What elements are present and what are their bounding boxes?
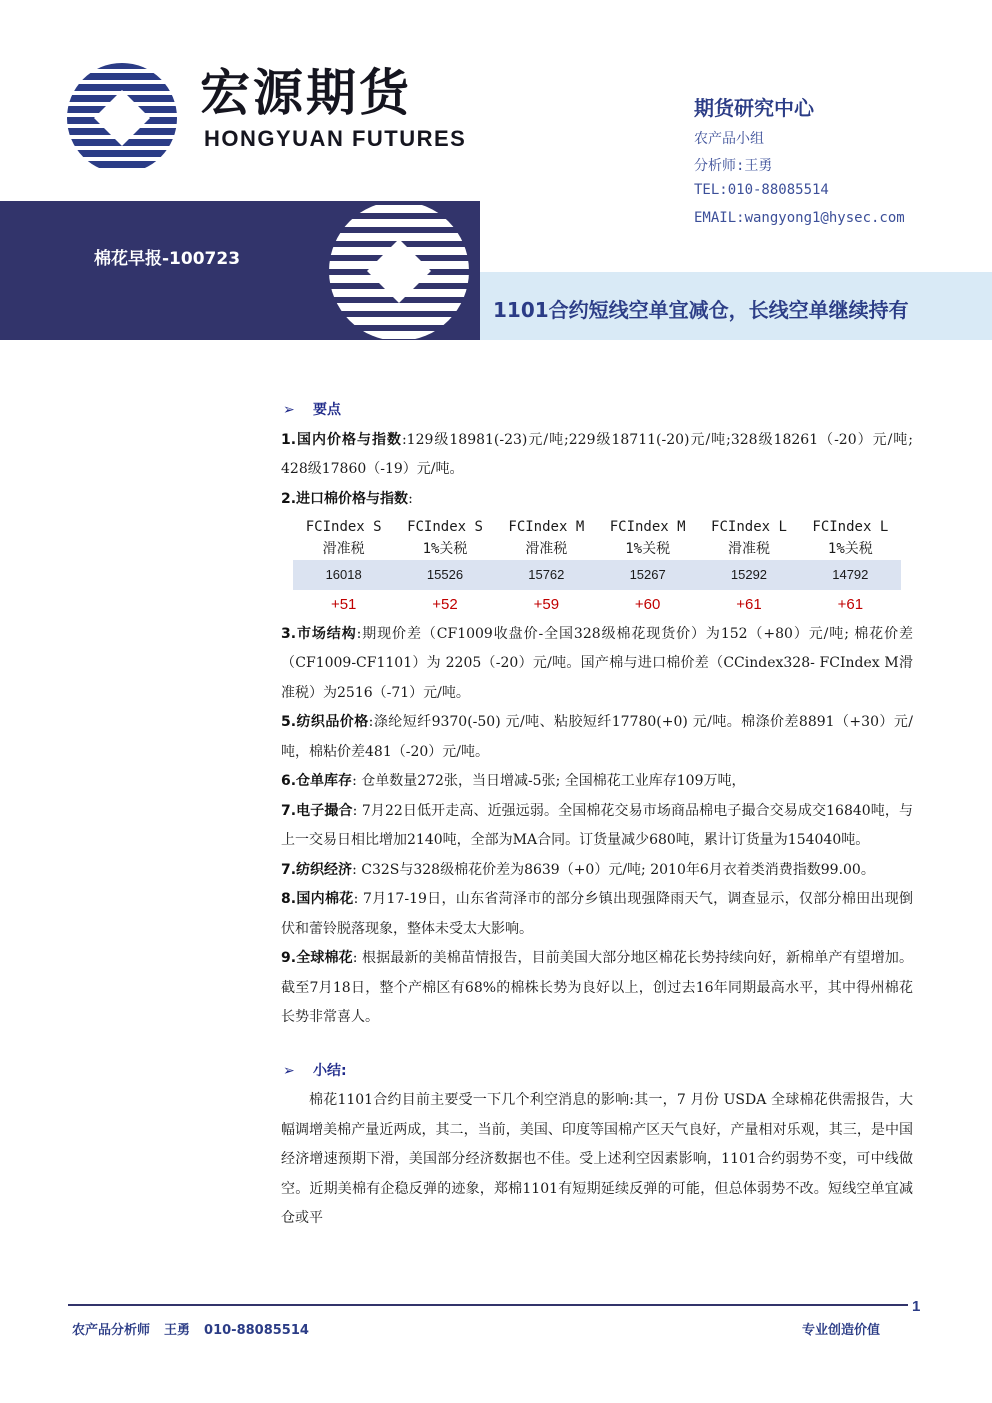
table-cell: 15762	[496, 560, 597, 590]
section-title: 小结:	[313, 1062, 347, 1079]
footer-phone: 010-88085514	[204, 1323, 309, 1338]
table-row-changes	[293, 590, 901, 620]
analyst-name: 分析师:王勇	[694, 158, 773, 174]
section-title: 要点	[313, 402, 341, 418]
table-header-cell: FCIndex L 滑准税	[711, 519, 787, 557]
company-name-en: HONGYUAN FUTURES	[204, 126, 467, 151]
arrow-icon: ➢	[283, 402, 295, 418]
research-center-title: 期货研究中心	[694, 96, 814, 120]
table-cell: +52	[432, 596, 458, 613]
point-market-structure: 3.市场结构:期现价差（CF1009收盘价-全国328级棉花现货价）为152（+80）元/吨; 棉花价差（CF1009-CF1101）为 2205（-20）元/吨。国产棉与进口棉价差（CCindex328- FCIndex M滑准税）为2516（-71）元/吨。	[281, 625, 913, 701]
table-cell: +60	[634, 596, 661, 613]
table-cell: 15526	[394, 560, 495, 590]
table-header-cell: FCIndex M 滑准税	[508, 519, 585, 557]
table-header-row	[293, 516, 901, 560]
banner-logo-icon	[327, 201, 471, 340]
point-electronic-matching: 7.电子撮合: 7月22日低开走高、近强远弱。全国棉花交易市场商品棉电子撮合交易成交16840吨，与上一交易日相比增加2140吨，全部为MA合同。订货量减少680吨，累计订货量为154040吨。	[281, 802, 913, 848]
page-number: 1	[912, 1298, 921, 1315]
point-domestic-cotton: 8.国内棉花: 7月17-19日，山东省菏泽市的部分乡镇出现强降雨天气，调查显示，仅部分棉田出现倒伏和蕾铃脱落现象，整体未受太大影响。	[281, 891, 914, 937]
table-cell: +61	[837, 596, 864, 613]
summary-paragraph: 棉花1101合约目前主要受一下几个利空消息的影响:其一，7 月份 USDA 全球棉花供需报告，大幅调增美棉产量近两成，其二，当前，美国、印度等国棉产区天气良好，产量相对乐观，其三，是中国经济增速预期下滑，美国部分经济数据也不佳。受上述利空因素影响，1101合约弱势不变，可中线做空。近期美棉有企稳反弹的迹象，郑棉1101有短期延续反弹的可能，但总体弱势不改。短线空单宜减仓或平	[281, 1092, 913, 1226]
table-cell: 15267	[597, 560, 698, 590]
point-textile-price: 5.纺织品价格:涤纶短纤9370(-50) 元/吨、粘胶短纤17780(+0) 元/吨。棉涤价差8891（+30）元/吨，棉粘价差481（-20）元/吨。	[281, 714, 913, 760]
section-summary	[281, 1057, 913, 1087]
table-header-cell: FCIndex S 滑准税	[305, 519, 382, 557]
arrow-icon: ➢	[283, 1062, 295, 1079]
point-import-price: 2.进口棉价格与指数:	[281, 490, 413, 507]
table-header-cell: FCIndex L 1%关税	[812, 519, 889, 557]
contact-tel: TEL:010-88085514	[694, 182, 829, 198]
table-cell: 16018	[293, 560, 394, 590]
footer-analyst: 王勇	[164, 1323, 191, 1338]
contact-email[interactable]: EMAIL:wangyong1@hysec.com	[694, 210, 905, 226]
table-header-cell: FCIndex M 1%关税	[609, 519, 686, 557]
table-cell: +59	[533, 596, 560, 613]
table-row-values	[293, 560, 901, 590]
import-price-table	[293, 516, 901, 620]
report-content	[281, 396, 913, 1234]
point-domestic-price: 1.国内价格与指数:129级18981(-23)元/吨;229级18711(-20)元/吨;328级18261（-20）元/吨; 428级17860（-19）元/吨。	[281, 431, 913, 477]
table-cell: +61	[736, 596, 762, 613]
report-headline: 1101合约短线空单宜减仓，长线空单继续持有	[493, 298, 909, 322]
point-textile-economy: 7.纺织经济: C32S与328级棉花价差为8639（+0）元/吨; 2010年6月衣着类消费指数99.00。	[281, 861, 875, 878]
report-tag: 棉花早报-100723	[94, 249, 241, 269]
footer-slogan: 专业创造价值	[802, 1323, 881, 1338]
footer-contact	[72, 1319, 309, 1338]
table-cell: 14792	[800, 560, 901, 590]
section-key-points	[281, 396, 913, 426]
table-cell: +51	[330, 596, 357, 613]
table-header-cell: FCIndex S 1%关税	[407, 519, 483, 557]
point-warehouse-stock: 6.仓单库存: 仓单数量272张，当日增减-5张; 全国棉花工业库存109万吨，	[281, 773, 746, 789]
company-name-cn: 宏源期货	[200, 64, 412, 122]
group-name: 农产品小组	[694, 131, 764, 147]
footer-role: 农产品分析师	[72, 1323, 151, 1338]
table-cell: 15292	[698, 560, 799, 590]
company-logo-icon	[66, 62, 178, 174]
footer-divider	[68, 1304, 908, 1306]
point-global-cotton: 9.全球棉花: 根据最新的美棉苗情报告，目前美国大部分地区棉花长势持续向好，新棉单产有望增加。截至7月18日，整个产棉区有68%的棉株长势为良好以上，创过去16年同期最高水平，其中得州棉花长势非常喜人。	[281, 950, 913, 1025]
